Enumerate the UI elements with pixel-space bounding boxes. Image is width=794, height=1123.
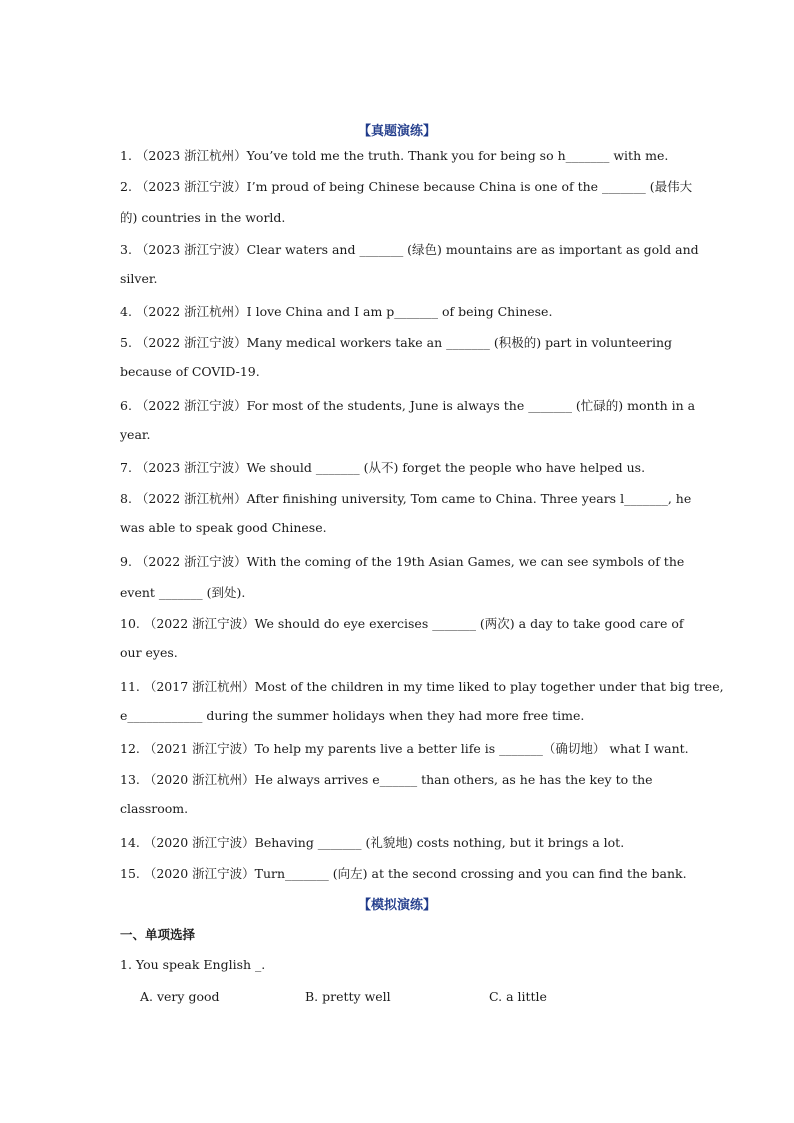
question-13-line-2: classroom. <box>120 801 189 816</box>
question-3-line-1: 3. （2023 浙江宁波）Clear waters and _______ (绿色) mountains are as important as gold and <box>120 242 699 257</box>
real-exam-section-title: 【真题演练】 <box>357 124 436 139</box>
question-2-line-2: 的) countries in the world. <box>120 210 286 225</box>
question-8-line-2: was able to speak good Chinese. <box>120 520 327 535</box>
question-13-line-1: 13. （2020 浙江杭州）He always arrives e______ than others, as he has the key to the <box>120 772 653 787</box>
question-8-line-1: 8. （2022 浙江杭州）After finishing university, Tom came to China. Three years l_______, he <box>120 491 692 506</box>
question-7: 7. （2023 浙江宁波）We should _______ (从不) forget the people who have helped us. <box>120 460 646 475</box>
question-6-line-2: year. <box>120 427 151 442</box>
mock-exam-section-title: 【模拟演练】 <box>357 898 436 913</box>
mc-question-1: 1. You speak English _. <box>120 957 266 972</box>
question-12: 12. （2021 浙江宁波）To help my parents live a better life is _______（确切地） what I want. <box>120 741 689 756</box>
question-10-line-1: 10. （2022 浙江宁波）We should do eye exercises _______ (两次) a day to take good care of <box>120 616 684 631</box>
question-11-line-2: e____________ during the summer holidays when they had more free time. <box>120 708 585 723</box>
question-9-line-1: 9. （2022 浙江宁波）With the coming of the 19th Asian Games, we can see symbols of the <box>120 554 685 569</box>
question-4: 4. （2022 浙江杭州）I love China and I am p_______ of being Chinese. <box>120 304 553 319</box>
part-one-heading: 一、单项选择 <box>120 927 196 942</box>
question-1: 1. （2023 浙江杭州）You’ve told me the truth. Thank you for being so h_______ with me. <box>120 148 669 163</box>
mc-option-b: B. pretty well <box>305 989 391 1004</box>
question-2-line-1: 2. （2023 浙江宁波）I’m proud of being Chinese because China is one of the _______ (最伟大 <box>120 179 693 194</box>
mc-option-c: C. a little <box>489 989 547 1004</box>
question-10-line-2: our eyes. <box>120 645 178 660</box>
question-9-line-2: event _______ (到处). <box>120 585 246 600</box>
question-5-line-2: because of COVID-19. <box>120 364 260 379</box>
question-15: 15. （2020 浙江宁波）Turn_______ (向左) at the second crossing and you can find the bank. <box>120 866 687 881</box>
question-5-line-1: 5. （2022 浙江宁波）Many medical workers take an _______ (积极的) part in volunteering <box>120 335 673 350</box>
mc-option-a: A. very good <box>140 989 220 1004</box>
question-6-line-1: 6. （2022 浙江宁波）For most of the students, June is always the _______ (忙碌的) month in a <box>120 398 696 413</box>
question-14: 14. （2020 浙江宁波）Behaving _______ (礼貌地) costs nothing, but it brings a lot. <box>120 835 625 850</box>
question-11-line-1: 11. （2017 浙江杭州）Most of the children in my time liked to play together under that big tree, <box>120 679 724 694</box>
question-3-line-2: silver. <box>120 271 158 286</box>
